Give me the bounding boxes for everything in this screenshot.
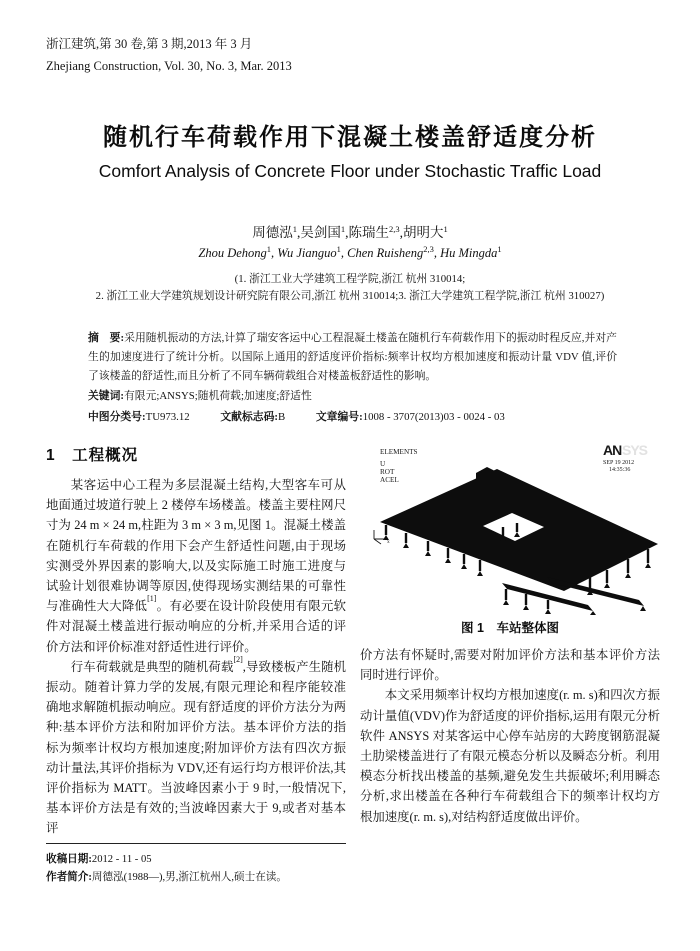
author-name-en: Wu Jianguo — [277, 246, 337, 260]
meta-line — [88, 408, 617, 427]
author-affil-sup: 1 — [266, 244, 272, 254]
received-date-label: 收稿日期: — [46, 854, 92, 865]
paragraph-text: 某客运中心工程为多层混凝土结构,大型客车可从地面通过坡道行驶上 2 楼停车场楼盖。楼盖主要柱网尺寸为 24 m × 24 m,柱距为 3 m × 3 m,见图 1。混凝土楼盖在随机行车荷载的作用下会产生舒适性问题,由于现场实测受外界因素的影响大,以及实际施工时施工进度与试验计划很难协调等原因,使得现场实测结果的可靠性与准确性大大降低 — [46, 478, 346, 614]
author-affil-sup: 1 — [336, 244, 341, 254]
keywords-text: 有限元;ANSYS;随机荷载;加速度;舒适性 — [124, 390, 312, 402]
affiliation-line-2: 2. 浙江工业大学建筑规划设计研究院有限公司,浙江 杭州 310014;3. 浙江大学建筑工程学院,浙江 杭州 310027) — [95, 290, 605, 302]
author-affil-sup: 2,3 — [389, 224, 400, 234]
paragraph: 本文采用频率计权均方根加速度(r. m. s)和四次方振动计量值(VDV)作为舒适度的评价指标,运用有限元分析软件 ANSYS 对某客运中心停车站房的大跨度钢筋混凝土肋梁楼盖进行了有限元模态分析以及瞬态分析。利用模态分析找出楼盖的基频,避免发生共振破坏;利用瞬态分析,求出楼盖在各种行车荷载组合下的频率计权均方根加速度(r. m. s),对结构舒适度做出评价。 — [360, 688, 660, 824]
author-name: 吴剑国 — [300, 225, 341, 240]
footnote-block — [46, 843, 346, 887]
affiliation-line-1: (1. 浙江工业大学建筑工程学院,浙江 杭州 310014; — [234, 273, 466, 285]
abstract — [88, 329, 617, 386]
ansys-logo-faded: SYS — [622, 442, 648, 458]
author-name: 胡明大 — [403, 225, 444, 240]
author-separator: , — [340, 246, 348, 260]
article-no-value: 1008 - 3707(2013)03 - 0024 - 03 — [362, 411, 505, 423]
figure-date: SEP 19 2012 — [603, 460, 635, 466]
coordinate-triad — [374, 530, 385, 544]
author-bio-value: 周德泓(1988—),男,浙江杭州人,硕士在读。 — [91, 872, 287, 883]
author-name: 陈瑞生 — [348, 225, 389, 240]
right-column — [360, 437, 660, 887]
figure-ansys-model — [360, 437, 660, 645]
abstract-label: 摘 要: — [88, 332, 125, 344]
keywords-line — [88, 387, 617, 406]
author-affil-sup: 2,3 — [423, 244, 434, 254]
article-title-cn: 随机行车荷载作用下混凝土楼盖舒适度分析 — [103, 124, 597, 151]
author-bio-line — [46, 869, 346, 887]
author-name-en: Chen Ruisheng — [347, 246, 424, 260]
paragraph — [46, 654, 346, 839]
author-affil-sup: 1 — [497, 244, 502, 254]
doc-code-value: B — [277, 411, 286, 423]
author-affil-sup: 1 — [340, 224, 346, 234]
keywords-label: 关键词: — [88, 390, 124, 402]
front-matter — [88, 329, 617, 427]
clc-item — [88, 408, 190, 427]
author-name-en: Zhou Dehong — [198, 246, 267, 260]
doc-code-label: 文献标志码: — [220, 411, 278, 423]
two-column-body — [46, 437, 660, 887]
clc-label: 中图分类号: — [88, 411, 146, 423]
paragraph-text: 。有必要在设计阶段使用有限元软件对混凝土楼盖进行振动响应的分析,并采用合适的评价方法和评价标准对舒适性进行评价。 — [46, 599, 347, 654]
figure-caption: 图 1 车站整体图 — [461, 621, 559, 635]
received-date-line — [46, 851, 346, 869]
author-affil-sup: 1 — [292, 224, 297, 234]
figure-label-elements: ELEMENTS — [380, 448, 418, 456]
author-name: 周德泓 — [252, 225, 293, 240]
author-bio-label: 作者简介: — [46, 872, 92, 883]
figure-label-acel: ACEL — [380, 476, 399, 484]
received-date-value: 2012 - 11 - 05 — [91, 854, 152, 865]
authors-en — [0, 246, 700, 261]
author-separator: , — [345, 225, 349, 240]
journal-header-cn: 浙江建筑,第 30 卷,第 3 期,2013 年 3 月 — [46, 37, 253, 51]
article-no-label: 文章编号: — [315, 411, 363, 423]
author-separator: , — [399, 225, 403, 240]
authors-cn — [0, 221, 700, 241]
paragraph: 价方法有怀疑时,需要对附加评价方法和基本评价方法同时进行评价。 — [360, 648, 660, 683]
article-title-en: Comfort Analysis of Concrete Floor under Stochastic Traffic Load — [98, 161, 602, 181]
figure-time: 14:35:36 — [609, 467, 631, 473]
axis-x-label: x — [387, 539, 390, 545]
citation-ref: [2] — [233, 654, 243, 664]
citation-ref: [1] — [147, 594, 157, 604]
author-separator: , — [271, 246, 278, 260]
abstract-text: 采用随机振动的方法,计算了瑞安客运中心工程混凝土楼盖在随机行车荷载作用下的振动时程反应,并对产生的加速度进行了统计分析。以国际上通用的舒适度评价指标:频率计权均方根加速度和振动计量 VDV 值,评价了该楼盖的舒适性,而且分析了不同车辆荷载组合对楼盖板舒适性的影响。 — [88, 332, 617, 382]
author-affil-sup: 1 — [443, 224, 448, 234]
journal-header — [46, 33, 292, 77]
figure-label-rot: ROT — [380, 468, 395, 476]
paragraph-text: ,导致楼板产生随机振动。随着计算力学的发展,有限元理论和程序能较准确地求解随机振动响应。现有舒适度的评价方法分为两种:基本评价方法和附加评价方法。基本评价方法的指标为频率计权均方根加速度;附加评价方法有四次方振动计量法,其评价指标为 VDV,还有运行均方根评价法,其评价指标为 MATT。当波峰因素小于 9 时,一般情况下,基本评价方法是有效的;当波峰因素大于 9,或者对基本评 — [46, 659, 346, 836]
paragraph — [46, 475, 346, 657]
author-name-en: Hu Mingda — [440, 246, 498, 260]
author-separator: , — [297, 225, 301, 240]
left-column — [46, 437, 346, 887]
paragraph-text: 行车荷载就是典型的随机荷载 — [70, 659, 234, 674]
figure-label-u: U — [380, 460, 386, 468]
journal-header-en: Zhejiang Construction, Vol. 30, No. 3, Mar. 2013 — [46, 59, 292, 73]
section-heading: 1 工程概况 — [46, 447, 139, 464]
clc-value: TU973.12 — [145, 411, 190, 423]
ansys-logo: AN — [603, 442, 622, 458]
article-no-item — [316, 411, 505, 423]
doc-code-item — [220, 408, 285, 427]
ansys-model-image — [360, 437, 660, 615]
author-separator: , — [433, 246, 441, 260]
